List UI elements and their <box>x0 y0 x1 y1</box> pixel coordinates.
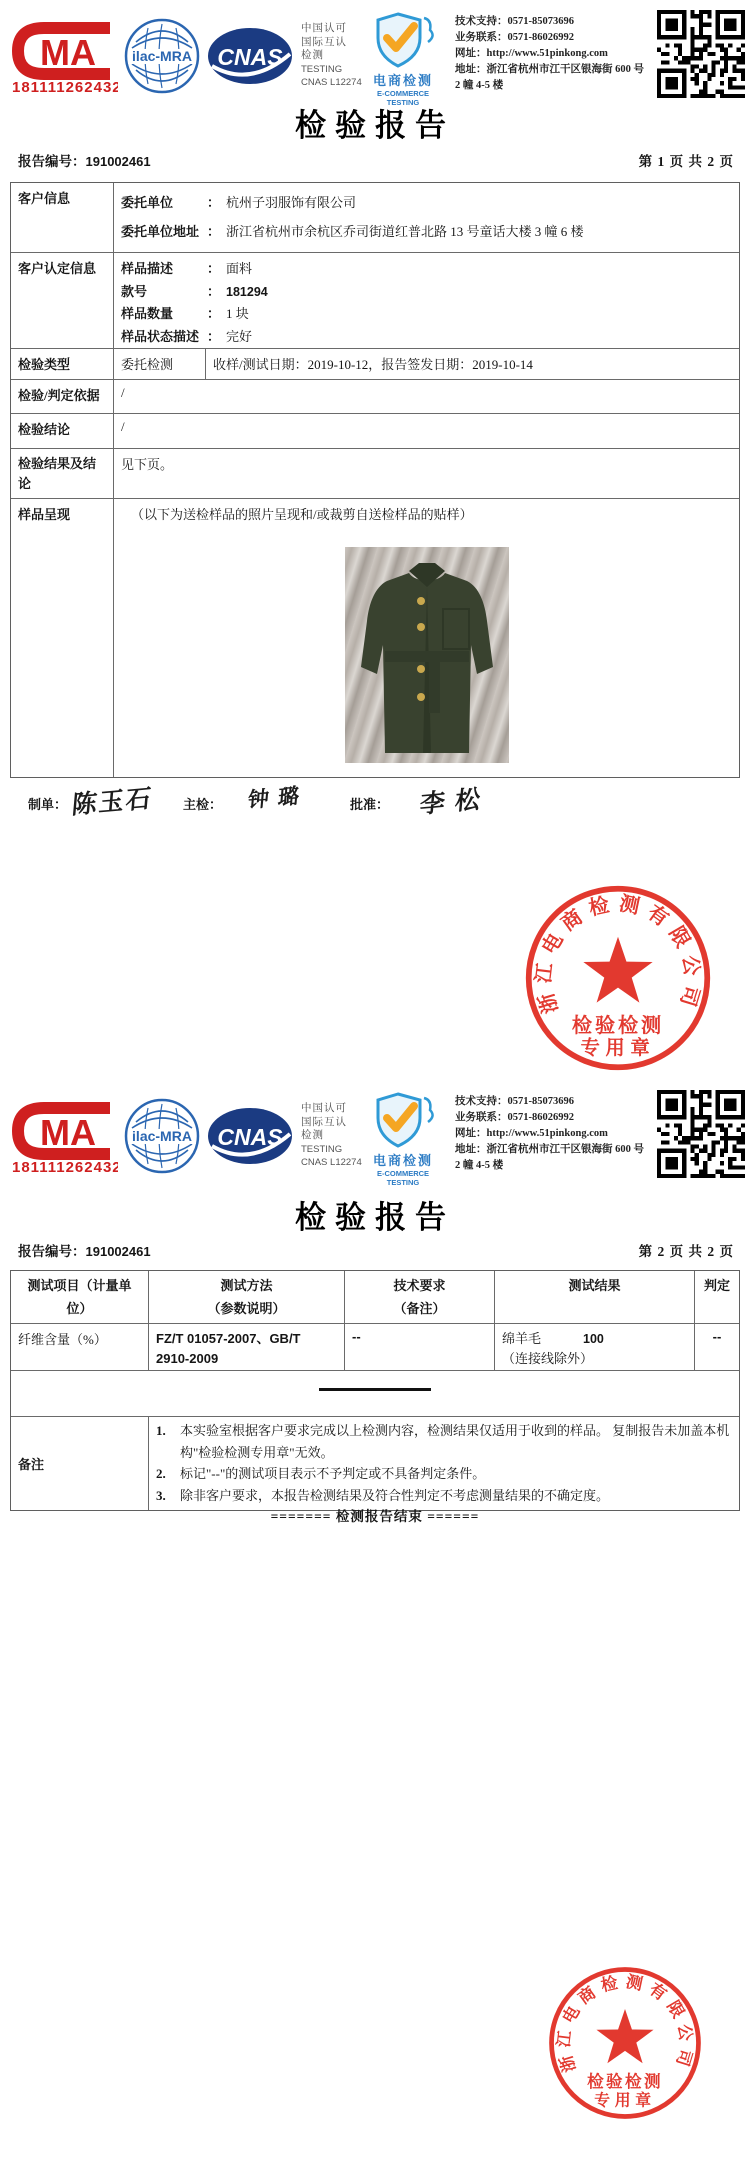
contact-website: 网址：http://www.51pinkong.com <box>455 48 608 59</box>
contact-info <box>455 14 651 94</box>
end-of-report-marker: ======= 检测报告结束 ====== <box>270 1509 480 1524</box>
end-of-data-rule <box>319 1388 431 1391</box>
accreditation-line: 检测 <box>301 50 324 61</box>
cell-test-item: 纤维含量（%） <box>11 1324 149 1370</box>
sample-photo <box>345 547 509 763</box>
stamp-company-name: 浙江电商检测有限公司 <box>532 892 704 1016</box>
stamp-line1: 检验检测 <box>587 2072 663 2092</box>
chief-inspector-signature: 钟 璐 <box>246 783 303 813</box>
col-header-item: 测试项目（计量单位） <box>11 1271 149 1323</box>
cell-judgement: -- <box>712 1329 722 1344</box>
label-customer-id-info: 客户认定信息 <box>11 253 114 348</box>
qr-code <box>657 10 745 103</box>
chief-inspector-label: 主检： <box>183 797 223 812</box>
page2-header <box>0 1088 750 1188</box>
cell-test-result: 绵羊毛 100 （连接线除外） <box>495 1324 695 1370</box>
col-header-result: 测试结果 <box>495 1271 695 1323</box>
accreditation-text: 中国认可 国际互认 检测 TESTING CNAS L12274 <box>301 1103 362 1168</box>
ecommerce-badge <box>360 10 446 107</box>
svg-text:MA: MA <box>40 1112 96 1153</box>
stamp-line1: 检验检测 <box>571 1014 665 1037</box>
page-indicator: 第 1 页 共 2 页 <box>638 154 734 169</box>
end-of-data-row <box>11 1371 739 1417</box>
cma-logo <box>10 18 118 99</box>
cell-test-method: FZ/T 01057-2007、GB/T 2910-2009 <box>149 1324 345 1370</box>
result-value: 见下页。 <box>121 457 174 472</box>
badge-en-text: E-COMMERCE TESTING <box>376 89 430 107</box>
basis-value: / <box>121 385 125 400</box>
page1-meta <box>0 150 750 172</box>
cma-number: 181111262432 <box>12 79 118 94</box>
cell-requirement: -- <box>345 1324 495 1370</box>
col-header-method: 测试方法 （参数说明） <box>149 1271 345 1323</box>
field-consignor: 委托单位 ： 杭州子羽服饰有限公司 <box>121 195 357 210</box>
field-consignor-address: 委托单位地址 ： 浙江省杭州市余杭区乔司街道红普北路 13 号童话大楼 3 幢 6 楼 <box>121 224 584 239</box>
label-conclusion: 检验结论 <box>11 414 114 448</box>
approver-signature: 李 松 <box>418 786 484 819</box>
ilac-text: ilac-MRA <box>132 48 192 64</box>
label-customer-info: 客户信息 <box>11 183 114 252</box>
col-header-judgement: 判定 <box>703 1278 730 1293</box>
qr-code <box>657 1090 745 1183</box>
label-remarks: 备注 <box>11 1417 149 1510</box>
label-basis: 检验/判定依据 <box>11 380 114 413</box>
info-table <box>10 182 740 778</box>
ilac-mra-logo <box>122 16 202 101</box>
contact-info: 技术支持：0571-85073696 业务联系：0571-86026992 网址：http://www.51pinkong.com 地址：浙江省杭州市江干区银海街 600 号 2 幢 4-5 楼 <box>455 1096 644 1171</box>
shield-check-icon <box>372 10 434 70</box>
approver-label: 批准： <box>350 797 390 812</box>
accreditation-text <box>301 22 362 90</box>
signature-row <box>0 780 750 830</box>
ilac-mra-logo <box>122 1096 202 1181</box>
cnas-logo <box>206 1106 294 1171</box>
svg-text:181111262432: 181111262432 <box>12 1159 118 1174</box>
remark-item: 2. 标记"--"的测试项目表示不予判定或不具备判定条件。 <box>156 1466 486 1481</box>
cnas-logo <box>206 26 294 91</box>
page-indicator: 第 2 页 共 2 页 <box>638 1244 734 1259</box>
ecommerce-badge: 电商检测 E-COMMERCE TESTING <box>360 1090 446 1187</box>
page2-meta <box>0 1240 750 1262</box>
cma-logo <box>10 1098 118 1179</box>
company-stamp <box>522 882 714 1079</box>
badge-cn-text: 电商检测 <box>372 73 433 88</box>
label-inspection-type: 检验类型 <box>11 349 114 379</box>
preparer-signature: 陈玉石 <box>70 785 154 820</box>
remark-item: 3. 除非客户要求，本报告检测结果及符合性判定不考虑测量结果的不确定度。 <box>156 1487 610 1503</box>
remark-item: 1. 本实验室根据客户要求完成以上检测内容，检测结果仅适用于收到的样品。 复制报告未加盖本机构"检验检测专用章"无效。 <box>156 1423 730 1460</box>
shield-check-icon <box>372 1090 434 1150</box>
result-table <box>10 1270 740 1511</box>
cnas-text: CNAS <box>217 44 283 70</box>
accreditation-line: TESTING <box>301 63 343 75</box>
stamp-line2: 专用章 <box>594 2092 656 2110</box>
col-header-requirement: 技术要求 （备注） <box>345 1271 495 1323</box>
stamp-line2: 专用章 <box>580 1037 656 1059</box>
inspection-dates: 收样/测试日期：2019-10-12，报告签发日期：2019-10-14 <box>213 357 533 372</box>
report-number: 报告编号：191002461 <box>18 1244 151 1259</box>
field-sample-desc: 样品描述 ： 面料 <box>121 261 253 276</box>
label-sample-presentation: 样品呈现 <box>11 499 114 777</box>
field-sample-qty: 样品数量 ： 1 块 <box>121 306 249 321</box>
coat-image <box>345 547 509 763</box>
contact-business: 业务联系：0571-86026992 <box>455 32 574 43</box>
contact-address: 地址：浙江省杭州市江干区银海街 600 号 2 幢 4-5 楼 <box>455 64 644 91</box>
field-sample-state: 样品状态描述 ： 完好 <box>121 328 253 344</box>
page1-header <box>0 8 750 108</box>
accreditation-line: CNAS L12274 <box>301 77 362 88</box>
accreditation-line: 国际互认 <box>301 36 347 48</box>
accreditation-line: 中国认可 <box>301 23 347 34</box>
label-result: 检验结果及结论 <box>11 449 114 498</box>
stamp-company-name: 浙江电商检测有限公司 <box>553 1971 697 2075</box>
preparer-label: 制单： <box>28 797 68 812</box>
report-number: 报告编号：191002461 <box>18 154 151 169</box>
inspection-type-value: 委托检测 <box>114 349 206 379</box>
contact-tech-support: 技术支持：0571-85073696 <box>455 16 574 27</box>
report-title: 检验报告 <box>295 1200 455 1235</box>
conclusion-value: / <box>121 419 125 434</box>
svg-text:CNAS: CNAS <box>217 1124 283 1150</box>
sample-presentation-note: （以下为送检样品的照片呈现和/或裁剪自送检样品的贴样） <box>131 507 473 522</box>
cma-ma-text: MA <box>40 32 96 73</box>
svg-text:ilac-MRA: ilac-MRA <box>132 1128 192 1144</box>
company-stamp <box>546 1964 704 2127</box>
report-title: 检验报告 <box>295 108 455 143</box>
field-style-no: 款号 ： 181294 <box>121 283 268 299</box>
